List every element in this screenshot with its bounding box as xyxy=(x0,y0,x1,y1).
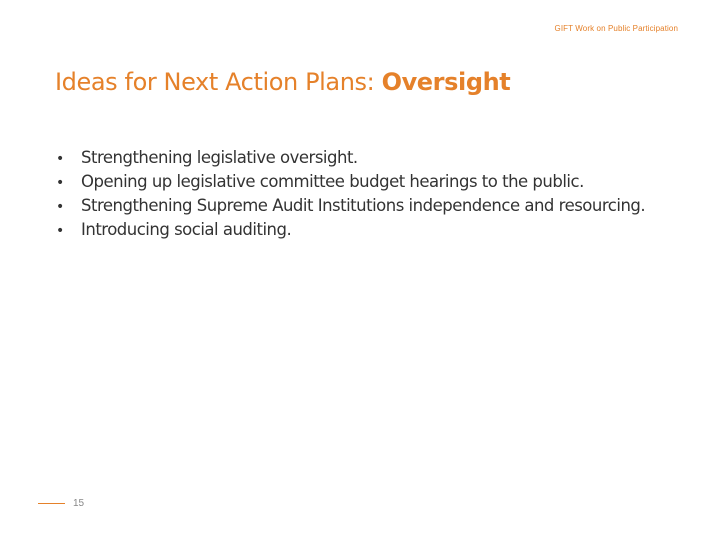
bullet-item xyxy=(56,148,645,172)
page-number: 15 xyxy=(73,498,85,509)
bullet-item xyxy=(56,172,645,196)
title-prefix: Ideas for Next Action Plans: xyxy=(55,68,382,96)
bullet-item xyxy=(56,196,645,220)
header-label: GIFT Work on Public Participation xyxy=(554,24,678,33)
bullet-dot: • xyxy=(56,175,64,191)
bullet-item xyxy=(56,220,645,244)
bullet-list xyxy=(56,148,645,244)
bullet-dot: • xyxy=(56,151,64,167)
bullet-dot: • xyxy=(56,223,64,239)
bullet-text: Strengthening legislative oversight. xyxy=(81,148,358,167)
slide-footer xyxy=(38,498,84,509)
footer-rule xyxy=(38,503,65,504)
bullet-text: Strengthening Supreme Audit Institutions independence and resourcing. xyxy=(81,196,646,215)
slide-title xyxy=(55,68,510,96)
bullet-text: Introducing social auditing. xyxy=(81,220,292,239)
title-emphasis: Oversight xyxy=(381,68,511,96)
bullet-text: Opening up legislative committee budget hearings to the public. xyxy=(81,172,584,191)
bullet-dot: • xyxy=(56,199,64,215)
